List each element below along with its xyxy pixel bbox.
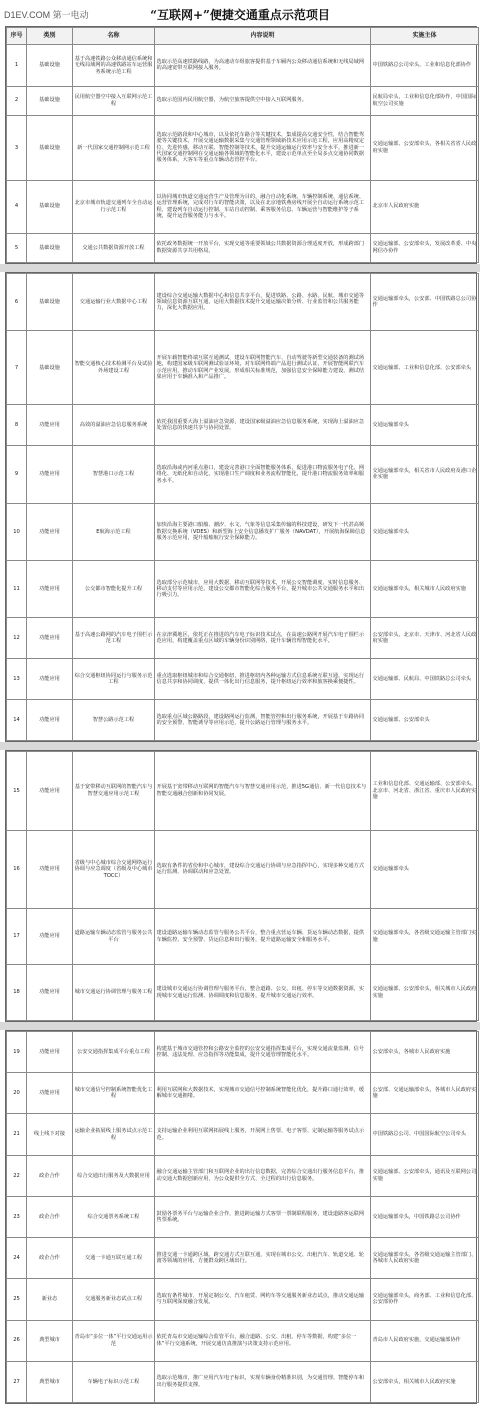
table-block-2: [5, 272, 477, 742]
row-description: 加快沿海主要港口船舶、潮汐、水文、气象等信息采集传输的科技建设，研发下一代甚高频数据交换系统（VDES）和新型海上安全信息播发扩广服务（NAVDAT），开展航海保障信息服务示范应用，提升船舶航行安全保障能力。: [155, 503, 371, 560]
row-description: 选取示范国内民用航空器，为航空旅客提供空中接入互联网服务。: [155, 86, 371, 115]
row-category: 功能应用: [27, 405, 73, 446]
row-category: 功能应用: [27, 1073, 73, 1114]
row-category: 功能应用: [27, 659, 73, 700]
row-category: 典型城市: [27, 1361, 73, 1402]
section-gap: [0, 742, 480, 750]
row-name: 民用航空器空中接入互联网示范工程: [73, 86, 155, 115]
row-number: 18: [7, 965, 27, 1021]
row-description: 选取示范高速铁路线路，为高速动车组旅客提供基于车厢内公众移动通信系统和无线局域网的高速宽带互联网接入服务。: [155, 45, 371, 86]
row-description: 开展基于宽带移动互联网的智能汽车与智慧交通应用示范，推进5G通信、新一代信息技术与智能交通融合创新和协同发展。: [155, 752, 371, 831]
row-name: 综合交通出行服务及大数据应用: [73, 1155, 155, 1196]
column-header: 实施主体: [371, 28, 479, 45]
table-row: [7, 909, 479, 965]
row-name: 交通一卡通互联互通工程: [73, 1238, 155, 1279]
table-row: [7, 274, 479, 331]
row-name: 北京市城市轨道交通列车全自动运行示范工程: [73, 180, 155, 233]
table-row: [7, 1114, 479, 1155]
row-category: 功能应用: [27, 618, 73, 659]
row-category: 功能应用: [27, 560, 73, 617]
table-row: [7, 700, 479, 741]
row-category: 基础设施: [27, 331, 73, 405]
row-number: 14: [7, 700, 27, 741]
row-name: 基于宽带移动互联网的智能汽车与智慧交通应用示范工程: [73, 752, 155, 831]
row-name: 公交都市智能化提升工程: [73, 560, 155, 617]
row-number: 8: [7, 405, 27, 446]
row-implementer: 交通运输部、公安部牵头，发展改革委、中央网信办协作: [371, 233, 479, 262]
table-row: [7, 618, 479, 659]
row-description: 依托青岛市交通运输综合监管平台，融合道路、公交、出租、停车等数据，构建“多位一体”平行交通系统，开展交通仿真推演与决策支持示范应用。: [155, 1320, 371, 1361]
row-name: 运输企业拓展线上服务试点示范工程: [73, 1114, 155, 1155]
row-description: 以协同城市轨道交通运营生产及管理为目的，融合自动化系统、车辆控制系统、通信系统、运营管理系统，完成对行车的智能决策，以及在北京地铁燕房线开展全自动运行系统示范工程，建设列车自动运行控制、车站自动控制、乘客服务信息、车辆运营与智能维护等子系统，提升运营服务能力与水平。: [155, 180, 371, 233]
row-category: 政企合作: [27, 1196, 73, 1237]
table-row: [7, 1320, 479, 1361]
row-name: E航海示范工程: [73, 503, 155, 560]
row-description: 支持运输企业利用互联网拓展线上服务，开展网上售票、电子客票、定制运输等服务试点示范。: [155, 1114, 371, 1155]
row-category: 功能应用: [27, 1032, 73, 1073]
row-number: 6: [7, 274, 27, 331]
row-description: 选取有条件城市，开展定制公交、汽车租赁、网约车等交通服务新业态试点，推动交通运输与互联网深度融合发展。: [155, 1279, 371, 1320]
table-row: [7, 1196, 479, 1237]
table-block-3: [5, 750, 477, 1022]
row-name: 智慧公路示范工程: [73, 700, 155, 741]
row-category: 典型城市: [27, 1320, 73, 1361]
row-implementer: 北京市人民政府实施: [371, 180, 479, 233]
row-number: 5: [7, 233, 27, 262]
table-header-row: [7, 28, 479, 45]
table-row: [7, 446, 479, 503]
row-implementer: 中国铁路总公司、中国国际航空公司牵头: [371, 1114, 479, 1155]
row-category: 基础设施: [27, 274, 73, 331]
table-block-1: [5, 26, 477, 264]
row-description: 选取示范城市，推广应用汽车电子标识，实现车辆身份精准识别，为交通管理、智能停车和出行服务提供支撑。: [155, 1361, 371, 1402]
column-header: 名称: [73, 28, 155, 45]
column-header: 类别: [27, 28, 73, 45]
table-row: [7, 503, 479, 560]
table-row: [7, 560, 479, 617]
row-implementer: 交通运输部牵头，相关城市人民政府实施: [371, 560, 479, 617]
row-description: 选取部分示范城市，应用大数据、移动互联网等技术，开展公交智能调度、实时信息服务、移动支付等应用示范，建设公交都市智能化综合服务平台，提升城市公共交通服务水平和出行吸引力。: [155, 560, 371, 617]
section-gap: [0, 264, 480, 272]
row-number: 9: [7, 446, 27, 503]
row-name: 智慧港口示范工程: [73, 446, 155, 503]
site-watermark: D1EV.COM 第一电动: [4, 10, 89, 20]
row-number: 24: [7, 1238, 27, 1279]
row-name: 综合交通枢纽协同运行与服务示范工程: [73, 659, 155, 700]
row-number: 2: [7, 86, 27, 115]
table-block-4: [5, 1030, 477, 1404]
projects-table: [6, 273, 479, 741]
row-name: 智能交通核心技术检测平台及试验外场建设工程: [73, 331, 155, 405]
row-implementer: 公安部牵头，北京市、天津市、河北省人民政府实施: [371, 618, 479, 659]
row-name: 交通运输行业大数据中心工程: [73, 274, 155, 331]
row-description: 构建基于城市交通管控和公路安全监控的公安交通指挥集成平台，实现交通流量监测、信号控制、违法处理、应急指挥等功能集成，提升交通管理智能化水平。: [155, 1032, 371, 1073]
row-implementer: 交通运输部、公安部牵头，各相关省省人民政府实施: [371, 115, 479, 180]
table-row: [7, 115, 479, 180]
row-description: 选取示范路段和中心城市，以及依托车路合等关键技术，集成提高交通安全性，结合智能驾驶等关键技术，开展交通运输数据采集与交通管理领域新技术应用示范工程，应用高精度定位、先进传感、移动互联、智能控制等技术，提升交通运输运行效率与安全水平，推进新一代国家交通控制网在交通运输各领域的智能化水平，建设示范单点至全局多点交通协同数据服务体系，大客车等重点车辆动态管控平台。: [155, 115, 371, 180]
row-name: 新一代国家交通控制网示范工程: [73, 115, 155, 180]
row-category: 功能应用: [27, 909, 73, 965]
table-row: [7, 405, 479, 446]
projects-table: [6, 751, 479, 1021]
table-row: [7, 659, 479, 700]
row-category: 政企合作: [27, 1238, 73, 1279]
row-category: 基础设施: [27, 86, 73, 115]
projects-table: [6, 1031, 479, 1403]
row-description: 开展车载智能终端互联互通测试，建设车联网智能汽车、自动驾驶等新型交通装备的测试场地，构建国家级车联网测试验证环境，对车联网终端产品进行测试认证，开展智能网联汽车示范应用，推动车联网产业发展，形成相关标准规范，加强信息安全保障能力建设，测试结果应用于车辆准入和产品推广。: [155, 331, 371, 405]
row-category: 线上线下对接: [27, 1114, 73, 1155]
page-header: [0, 0, 480, 26]
row-name: 车辆电子标识示范工程: [73, 1361, 155, 1402]
row-name: 交通服务新业态试点工程: [73, 1279, 155, 1320]
row-implementer: 交通运输部牵头，相关省市人民政府及港口企业实施: [371, 446, 479, 503]
row-description: 重点选取枢纽城市和综合交通枢纽，推进枢纽内各种运输方式信息系统互联互通，实现运行信息共享和协同调度，提供一体化出行信息服务，提升枢纽运行效率和旅客换乘便捷性。: [155, 659, 371, 700]
row-number: 26: [7, 1320, 27, 1361]
row-number: 4: [7, 180, 27, 233]
row-category: 基础设施: [27, 233, 73, 262]
row-name: 基于高速铁路公众移动通信系统和无线局域网的高速铁路站车运营服务系统示范工程: [73, 45, 155, 86]
row-name: 道路运输车辆动态监管与服务公共平台: [73, 909, 155, 965]
row-implementer: 公安部牵头，各城市人民政府实施: [371, 1032, 479, 1073]
row-implementer: 公安部牵头，相关城市人民政府实施: [371, 1361, 479, 1402]
row-name: 青岛市“多位一体”平行交通运用示范: [73, 1320, 155, 1361]
row-name: 交通公共数据资源开放工程: [73, 233, 155, 262]
table-row: [7, 830, 479, 909]
row-implementer: 公安部、交通运输部牵头，各城市人民政府实施: [371, 1073, 479, 1114]
row-category: 新业态: [27, 1279, 73, 1320]
row-implementer: 交通运输部牵头: [371, 503, 479, 560]
projects-table: [6, 27, 479, 263]
table-row: [7, 331, 479, 405]
row-category: 功能应用: [27, 830, 73, 909]
table-row: [7, 1238, 479, 1279]
table-row: [7, 86, 479, 115]
row-description: 依托我国重要大海上溢油应急资源，建设国家级溢油应急信息服务系统，实现海上溢油应急处置信息的快速共享与协同处置。: [155, 405, 371, 446]
row-description: 鼓励各票务平台与运输企业合作，推进跨运输方式客票一票制联程服务，建设道路客运联网售票系统。: [155, 1196, 371, 1237]
row-name: 公安交通指挥集成平台重点工程: [73, 1032, 155, 1073]
row-implementer: 交通运输部牵头，中国铁路总公司协作: [371, 1196, 479, 1237]
row-description: 建设综合交通运输大数据中心和信息共享平台，促进铁路、公路、水路、民航、城市交通等领域信息资源互联互通，运用大数据技术提升交通运输决策分析、行业监管和公共服务能力，深化大数据应用。: [155, 274, 371, 331]
row-number: 17: [7, 909, 27, 965]
row-description: 在京津冀地区，依托正在推进的汽车电子标识技术试点，在高速公路网开展汽车电子围栏示范应用，构建覆盖重点区域的车辆身份识别网络，提升车辆管理智能化水平。: [155, 618, 371, 659]
row-implementer: 交通运输部牵头，商务部、工业和信息化部、公安部协作: [371, 1279, 479, 1320]
row-name: 基于高速公路网的汽车电子围栏示范工程: [73, 618, 155, 659]
table-row: [7, 45, 479, 86]
section-gap: [0, 1022, 480, 1030]
row-implementer: 民航局牵头，工业和信息化部协作，中国国际航空公司实施: [371, 86, 479, 115]
table-row: [7, 752, 479, 831]
row-number: 11: [7, 560, 27, 617]
row-description: 融合交通运输主管部门和互联网企业的出行信息数据，完善综合交通出行服务信息平台，推动交通大数据创新应用，为公众提供全方式、全过程的出行信息服务。: [155, 1155, 371, 1196]
row-implementer: 交通运输部、公安部牵头，相关城市人民政府实施: [371, 965, 479, 1021]
row-number: 13: [7, 659, 27, 700]
row-implementer: 交通运输部牵头，公安部、中国铁路总公司协作: [371, 274, 479, 331]
document-title: “互联网+”便捷交通重点示范项目: [150, 8, 330, 22]
row-name: 城市交通运行协调管理与服务工程: [73, 965, 155, 1021]
row-category: 功能应用: [27, 752, 73, 831]
row-name: 综合交通票务系统工程: [73, 1196, 155, 1237]
table-row: [7, 1155, 479, 1196]
row-description: 建设城市交通运行协调管理与服务平台，整合道路、公交、出租、停车等交通数据资源，实现城市交通运行监测、协调调度和信息服务，提升城市交通运行效率。: [155, 965, 371, 1021]
row-category: 功能应用: [27, 446, 73, 503]
table-row: [7, 233, 479, 262]
row-number: 23: [7, 1196, 27, 1237]
row-number: 16: [7, 830, 27, 909]
row-description: 选取重点区域公路路段，建设路网运行监测、智能管控和出行服务系统，开展基于车路协同的安全预警、智能诱导等应用示范，提升公路运行管理与服务水平。: [155, 700, 371, 741]
table-row: [7, 965, 479, 1021]
row-category: 基础设施: [27, 45, 73, 86]
row-number: 22: [7, 1155, 27, 1196]
row-description: 选取沿海或内河重点港口，建设完善港口全面智能服务体系，促进港口物流服务电子化、网络化、无纸化和自动化，实现港口生产调度和业务流程智能化，提升港口物流服务效率和服务水平。: [155, 446, 371, 503]
row-implementer: 交通运输部、民航局、中国铁路总公司牵头: [371, 659, 479, 700]
row-number: 20: [7, 1073, 27, 1114]
row-number: 1: [7, 45, 27, 86]
row-implementer: 交通运输部、工业和信息化部、公安部牵头: [371, 331, 479, 405]
column-header: 序号: [7, 28, 27, 45]
row-category: 政企合作: [27, 1155, 73, 1196]
row-description: 利用互联网和大数据技术，实现城市交通信号控制系统智能化优化，提升路口通行效率，缓解城市交通拥堵。: [155, 1073, 371, 1114]
row-implementer: 交通运输部牵头: [371, 830, 479, 909]
table-row: [7, 1279, 479, 1320]
row-category: 功能应用: [27, 965, 73, 1021]
row-category: 基础设施: [27, 115, 73, 180]
row-implementer: 中国铁路总公司牵头，工业和信息化部协作: [371, 45, 479, 86]
row-implementer: 交通运输部、公安部牵头，通讯及互联网公司实施: [371, 1155, 479, 1196]
row-number: 19: [7, 1032, 27, 1073]
row-name: 省级与中心城市综合交通网络运行协调与应急调度（省级及中心城市TOCC）: [73, 830, 155, 909]
table-row: [7, 1361, 479, 1402]
row-number: 15: [7, 752, 27, 831]
row-name: 城市交通信号控制系统智能优化工程: [73, 1073, 155, 1114]
row-description: 选取有条件的省份和中心城市，建设综合交通运行协调与应急指挥中心，实现多种交通方式运行监测、协调联动和应急处置。: [155, 830, 371, 909]
row-implementer: 工业和信息化部、交通运输部、公安部牵头，北京市、河北省、浙江省、重庆市人民政府实施: [371, 752, 479, 831]
column-header: 内容说明: [155, 28, 371, 45]
row-number: 10: [7, 503, 27, 560]
row-description: 建设道路运输车辆动态监管与服务公共平台，整合重点营运车辆、货运车辆动态数据，提供车辆监控、安全预警、货运信息和出行服务，提升道路运输安全和服务水平。: [155, 909, 371, 965]
row-number: 7: [7, 331, 27, 405]
row-description: 推进交通一卡通跨区域、跨交通方式互联互通，实现在城市公交、出租汽车、轨道交通、轮渡等领域的应用，方便群众跨区域出行。: [155, 1238, 371, 1279]
row-implementer: 交通运输部、公安部牵头: [371, 700, 479, 741]
row-implementer: 交通运输部牵头: [371, 405, 479, 446]
row-category: 功能应用: [27, 700, 73, 741]
table-row: [7, 1032, 479, 1073]
row-number: 12: [7, 618, 27, 659]
row-number: 21: [7, 1114, 27, 1155]
row-implementer: 交通运输部牵头，各省级交通运输主管部门实施: [371, 909, 479, 965]
row-category: 基础设施: [27, 180, 73, 233]
table-row: [7, 180, 479, 233]
row-name: 高效的溢油应急信息服务系统: [73, 405, 155, 446]
row-implementer: 青岛市人民政府实施，交通运输部协作: [371, 1320, 479, 1361]
row-number: 25: [7, 1279, 27, 1320]
row-category: 功能应用: [27, 503, 73, 560]
row-implementer: 交通运输部牵头，各省级交通运输主管部门、各城市人民政府实施: [371, 1238, 479, 1279]
row-number: 27: [7, 1361, 27, 1402]
row-description: 依托政务数据统一开放平台，实现交通等重要领域公共数据资源合理适度开放，形成跨部门数据资源共享共用格局。: [155, 233, 371, 262]
row-number: 3: [7, 115, 27, 180]
table-row: [7, 1073, 479, 1114]
